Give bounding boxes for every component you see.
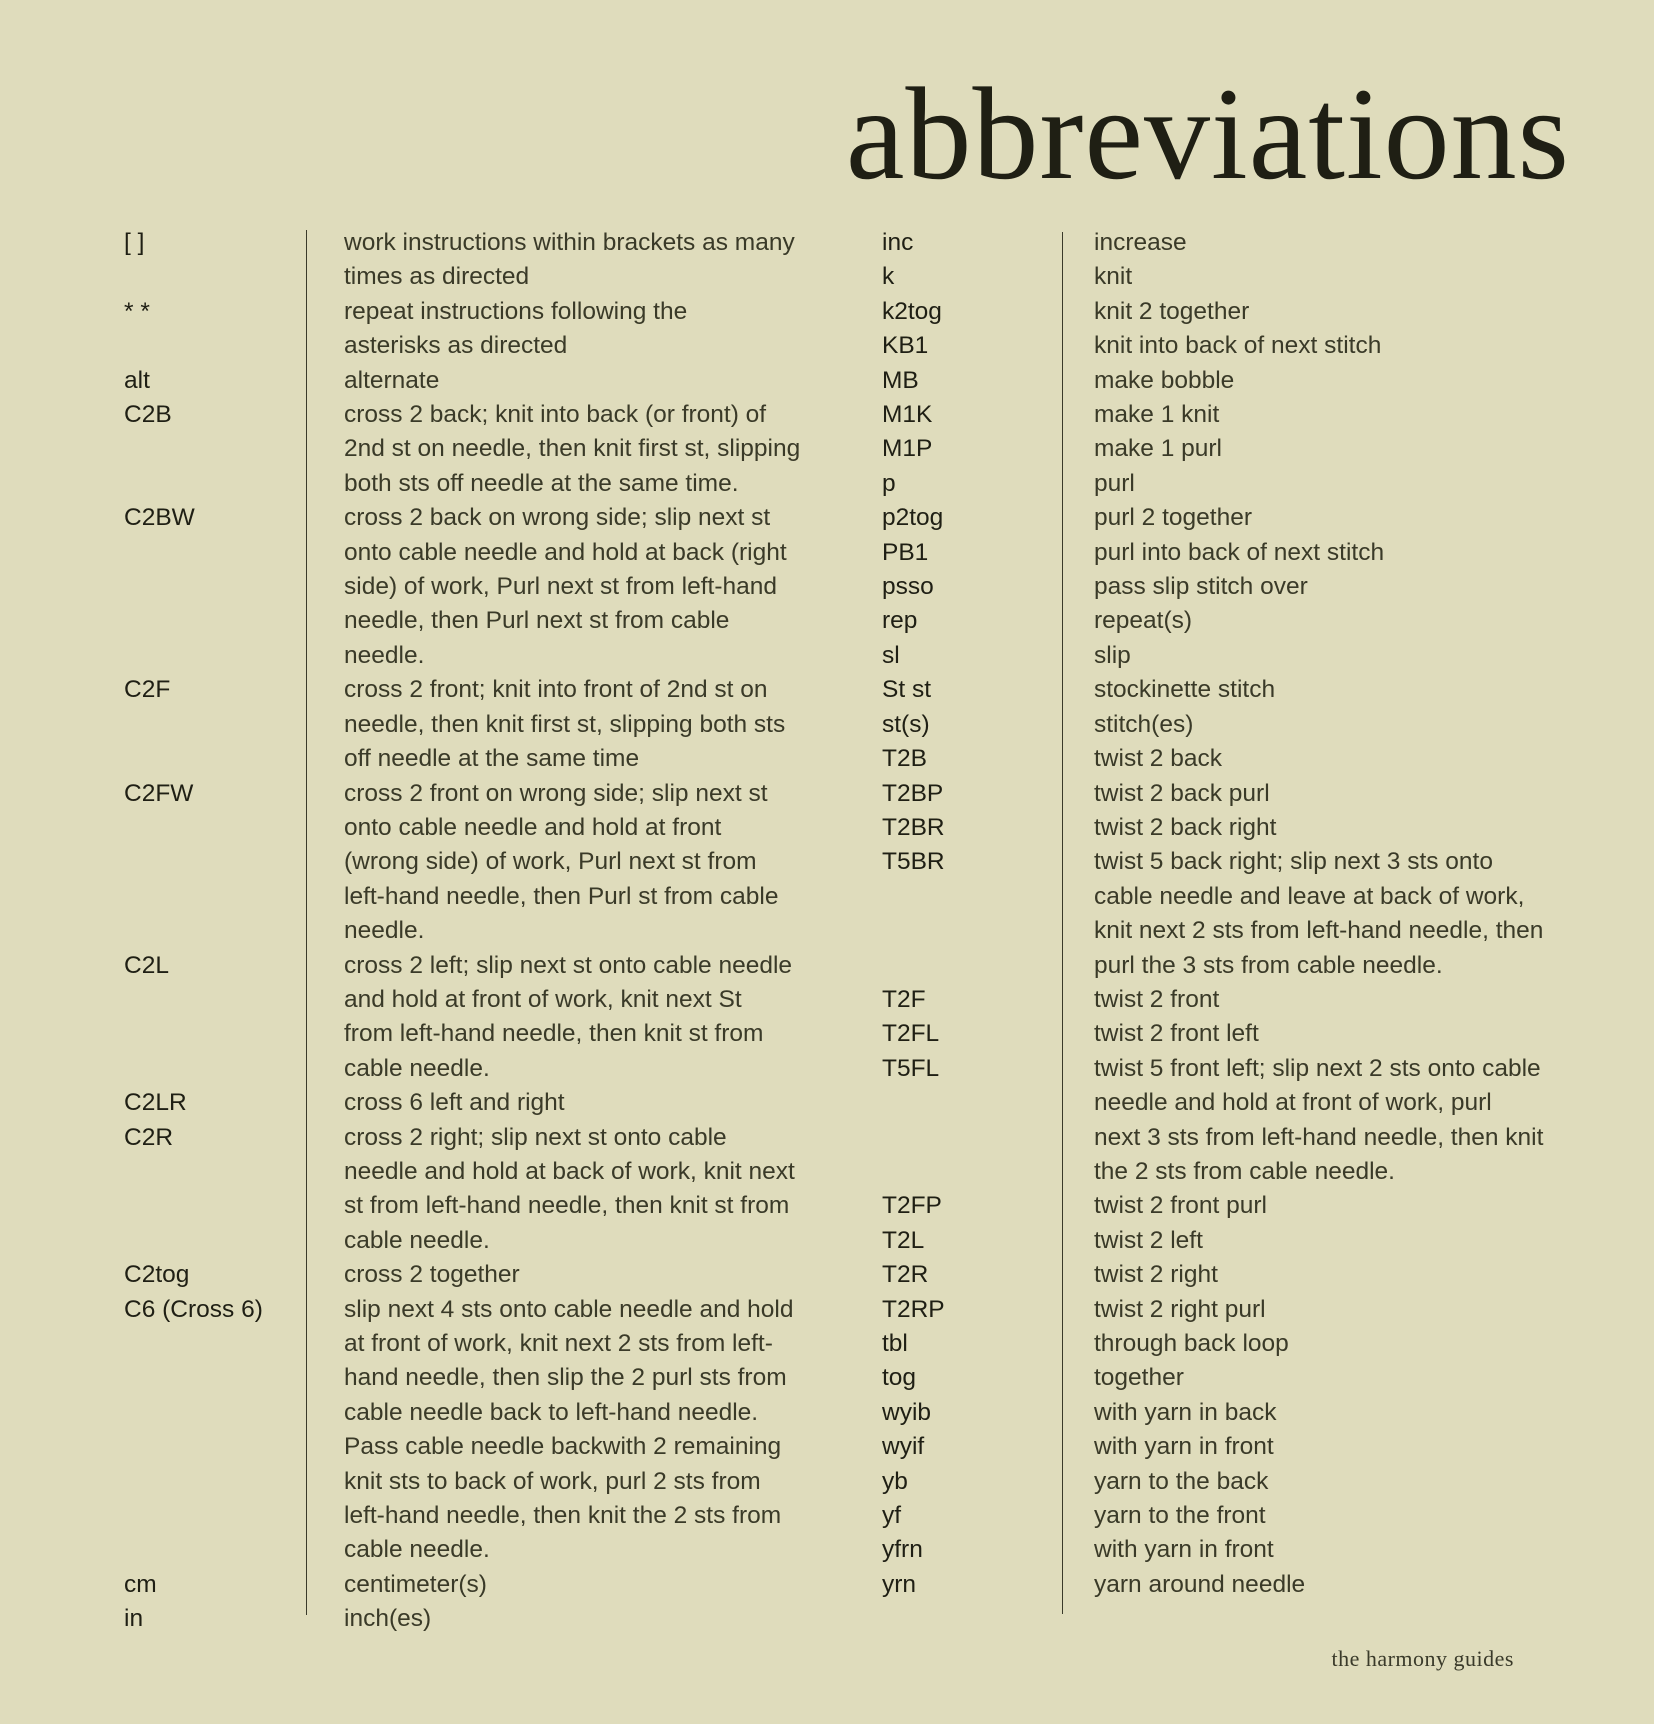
abbreviation-term: C2L bbox=[124, 951, 169, 979]
abbreviation-definition bbox=[1094, 742, 1582, 776]
abbreviation-entry bbox=[882, 1465, 1582, 1499]
abbreviation-term: yb bbox=[882, 1467, 908, 1495]
abbreviation-term: T2BR bbox=[882, 813, 945, 841]
abbreviation-definition bbox=[1094, 1017, 1582, 1051]
abbreviation-definition bbox=[344, 295, 824, 364]
abbreviation-entry bbox=[882, 811, 1582, 845]
abbreviation-entry bbox=[124, 1293, 824, 1568]
definition-line: twist 2 left bbox=[1094, 1226, 1203, 1254]
abbreviation-term: yf bbox=[882, 1502, 902, 1530]
abbreviation-entry bbox=[882, 708, 1582, 742]
abbreviation-term: M1K bbox=[882, 401, 933, 429]
abbreviation-definition bbox=[1094, 811, 1582, 845]
abbreviation-entry bbox=[882, 1017, 1582, 1051]
abbreviation-term: wyif bbox=[882, 1433, 925, 1461]
abbreviation-term: C2BW bbox=[124, 504, 195, 532]
definition-line: cable needle. bbox=[344, 1054, 490, 1082]
abbreviation-entry bbox=[882, 501, 1582, 535]
abbreviation-definition bbox=[1094, 1224, 1582, 1258]
column-divider-right bbox=[1062, 232, 1063, 1614]
definition-line: twist 2 front bbox=[1094, 985, 1220, 1013]
abbreviation-definition bbox=[1094, 1189, 1582, 1223]
definition-line: needle. bbox=[344, 641, 425, 669]
abbreviation-definition bbox=[344, 1258, 824, 1292]
abbreviation-definition bbox=[1094, 329, 1582, 363]
definition-line: cable needle. bbox=[344, 1536, 490, 1564]
definition-line: knit sts to back of work, purl 2 sts from bbox=[344, 1467, 761, 1495]
abbreviation-term: C2R bbox=[124, 1123, 174, 1151]
abbreviation-term: inc bbox=[882, 229, 914, 256]
definition-line: purl 2 together bbox=[1094, 504, 1252, 532]
abbreviation-entry bbox=[882, 983, 1582, 1017]
definition-line: twist 5 back right; slip next 3 sts onto bbox=[1094, 848, 1493, 876]
abbreviation-definition bbox=[1094, 364, 1582, 398]
abbreviation-term: psso bbox=[882, 573, 934, 601]
definition-line: at front of work, knit next 2 sts from left- bbox=[344, 1330, 773, 1357]
definition-line: make 1 purl bbox=[1094, 435, 1223, 463]
abbreviation-term: T2FL bbox=[882, 1020, 940, 1048]
abbreviation-entry bbox=[882, 742, 1582, 776]
definition-line: from left-hand needle, then knit st from bbox=[344, 1020, 764, 1048]
abbreviation-definition bbox=[1094, 1327, 1582, 1361]
definition-line: cross 6 left and right bbox=[344, 1089, 565, 1117]
definition-line: left-hand needle, then knit the 2 sts from bbox=[344, 1502, 782, 1530]
abbreviation-term: wyib bbox=[882, 1398, 932, 1426]
abbreviation-definition bbox=[1094, 432, 1582, 466]
definition-line: Pass cable needle backwith 2 remaining bbox=[344, 1433, 782, 1461]
abbreviation-entry bbox=[124, 777, 824, 949]
abbreviation-entry bbox=[882, 1430, 1582, 1464]
definition-line: stitch(es) bbox=[1094, 710, 1194, 738]
definition-line: twist 2 back bbox=[1094, 745, 1222, 773]
abbreviation-term: T2B bbox=[882, 745, 927, 773]
definition-line: knit into back of next stitch bbox=[1094, 332, 1382, 360]
abbreviation-entry bbox=[882, 1327, 1582, 1361]
definition-line: and hold at front of work, knit next St bbox=[344, 985, 742, 1013]
definition-line: cross 2 front on wrong side; slip next st bbox=[344, 779, 768, 807]
definition-line: with yarn in front bbox=[1094, 1433, 1274, 1461]
abbreviation-term: T2F bbox=[882, 985, 926, 1013]
abbreviation-definition bbox=[1094, 1361, 1582, 1395]
definition-line: repeat instructions following the bbox=[344, 297, 688, 325]
abbreviation-definition bbox=[1094, 1465, 1582, 1499]
page-title: abbreviations bbox=[845, 60, 1570, 207]
abbreviation-term: p bbox=[882, 469, 896, 497]
definition-line: pass slip stitch over bbox=[1094, 573, 1308, 601]
abbreviation-entry bbox=[882, 570, 1582, 604]
abbreviation-definition bbox=[1094, 226, 1582, 260]
abbreviation-term: T2RP bbox=[882, 1295, 945, 1323]
definition-line: onto cable needle and hold at back (right bbox=[344, 538, 787, 566]
abbreviation-entry bbox=[882, 1224, 1582, 1258]
abbreviation-definition bbox=[1094, 639, 1582, 673]
definition-line: cross 2 together bbox=[344, 1261, 520, 1289]
abbreviation-definition bbox=[1094, 1396, 1582, 1430]
abbreviation-definition bbox=[344, 364, 824, 398]
definition-line: with yarn in back bbox=[1094, 1398, 1277, 1426]
abbreviation-definition bbox=[344, 501, 824, 673]
abbreviation-definition bbox=[1094, 1293, 1582, 1327]
abbreviation-entry bbox=[882, 260, 1582, 294]
definition-line: 2nd st on needle, then knit first st, slipping bbox=[344, 435, 801, 463]
definition-line: twist 2 back right bbox=[1094, 813, 1277, 841]
definition-line: yarn to the front bbox=[1094, 1502, 1266, 1530]
definition-line: yarn to the back bbox=[1094, 1467, 1269, 1495]
definition-line: needle, then Purl next st from cable bbox=[344, 607, 730, 635]
definition-line: side) of work, Purl next st from left-hand bbox=[344, 573, 777, 601]
abbreviation-definition bbox=[1094, 398, 1582, 432]
definition-line: twist 2 front left bbox=[1094, 1020, 1259, 1048]
abbreviation-term: k bbox=[882, 263, 895, 291]
definition-line: twist 2 right purl bbox=[1094, 1295, 1266, 1323]
definition-line: needle and hold at front of work, purl bbox=[1094, 1089, 1492, 1117]
abbreviation-entry bbox=[124, 949, 824, 1087]
abbreviation-definition bbox=[344, 1568, 824, 1602]
abbreviation-term: sl bbox=[882, 641, 900, 669]
abbreviation-entry bbox=[882, 1293, 1582, 1327]
abbreviation-term: alt bbox=[124, 366, 150, 394]
abbreviation-definition bbox=[1094, 1533, 1582, 1567]
abbreviation-entry bbox=[882, 329, 1582, 363]
abbreviation-entry bbox=[882, 604, 1582, 638]
definition-line: work instructions within brackets as many bbox=[344, 229, 795, 256]
definition-line: make bobble bbox=[1094, 366, 1235, 394]
abbreviation-definition bbox=[1094, 708, 1582, 742]
abbreviation-entry bbox=[882, 845, 1582, 983]
abbreviation-entry bbox=[882, 1189, 1582, 1223]
abbreviation-entry bbox=[882, 226, 1582, 260]
definition-line: slip next 4 sts onto cable needle and hold bbox=[344, 1295, 794, 1323]
abbreviation-entry bbox=[882, 1052, 1582, 1190]
abbreviation-term: PB1 bbox=[882, 538, 929, 566]
definition-line: off needle at the same time bbox=[344, 745, 640, 773]
abbreviation-entry bbox=[124, 673, 824, 776]
abbreviation-entry bbox=[124, 398, 824, 501]
abbreviation-term: T2BP bbox=[882, 779, 944, 807]
abbreviation-term: T2R bbox=[882, 1261, 929, 1289]
abbreviation-entry bbox=[882, 777, 1582, 811]
abbreviation-entry bbox=[124, 295, 824, 364]
abbreviation-definition bbox=[1094, 295, 1582, 329]
abbreviation-term: T5BR bbox=[882, 848, 945, 876]
abbreviation-term: C2LR bbox=[124, 1089, 187, 1117]
abbreviation-term: T5FL bbox=[882, 1054, 940, 1082]
definition-line: slip bbox=[1094, 641, 1131, 669]
definition-line: left-hand needle, then Purl st from cable bbox=[344, 882, 779, 910]
definition-line: asterisks as directed bbox=[344, 332, 568, 360]
abbreviation-definition bbox=[344, 1602, 824, 1636]
definition-line: purl into back of next stitch bbox=[1094, 538, 1385, 566]
abbreviation-definition bbox=[1094, 536, 1582, 570]
definition-line: (wrong side) of work, Purl next st from bbox=[344, 848, 757, 876]
abbreviation-entry bbox=[882, 1258, 1582, 1292]
definition-line: cross 2 back on wrong side; slip next st bbox=[344, 504, 771, 532]
abbreviation-definition bbox=[1094, 1052, 1582, 1190]
abbreviation-term: C2B bbox=[124, 401, 172, 429]
abbreviation-term: * * bbox=[124, 297, 150, 325]
definition-line: times as directed bbox=[344, 263, 530, 291]
abbreviation-term: C2FW bbox=[124, 779, 194, 807]
abbreviation-term: M1P bbox=[882, 435, 933, 463]
definition-line: purl bbox=[1094, 469, 1135, 497]
abbreviation-term: yrn bbox=[882, 1570, 917, 1598]
abbreviation-definition bbox=[1094, 570, 1582, 604]
abbreviation-definition bbox=[1094, 673, 1582, 707]
abbreviation-definition bbox=[1094, 260, 1582, 294]
definition-line: twist 5 front left; slip next 2 sts onto cable bbox=[1094, 1054, 1541, 1082]
abbreviation-term: C2tog bbox=[124, 1261, 190, 1289]
definition-line: through back loop bbox=[1094, 1330, 1289, 1357]
abbreviation-term: in bbox=[124, 1605, 144, 1633]
definition-line: both sts off needle at the same time. bbox=[344, 469, 739, 497]
footer-brand: the harmony guides bbox=[1331, 1646, 1514, 1671]
abbreviation-definition bbox=[1094, 777, 1582, 811]
abbreviation-entry bbox=[882, 536, 1582, 570]
abbreviation-term: cm bbox=[124, 1570, 157, 1598]
column-divider-left bbox=[306, 230, 307, 1615]
definition-line: twist 2 back purl bbox=[1094, 779, 1270, 807]
abbreviation-entry bbox=[882, 1568, 1582, 1602]
abbreviations-list-left bbox=[124, 226, 824, 1637]
abbreviation-definition bbox=[1094, 501, 1582, 535]
definition-line: cross 2 front; knit into front of 2nd st on bbox=[344, 676, 768, 704]
abbreviation-term: St st bbox=[882, 676, 932, 704]
abbreviation-entry bbox=[124, 1568, 824, 1602]
abbreviation-term: k2tog bbox=[882, 297, 942, 325]
abbreviation-definition bbox=[344, 226, 824, 295]
definition-line: knit 2 together bbox=[1094, 297, 1250, 325]
abbreviation-definition bbox=[344, 398, 824, 501]
abbreviation-term: KB1 bbox=[882, 332, 929, 360]
definition-line: the 2 sts from cable needle. bbox=[1094, 1157, 1395, 1185]
definition-line: knit bbox=[1094, 263, 1133, 291]
abbreviation-term: p2tog bbox=[882, 504, 944, 532]
abbreviation-entry bbox=[124, 364, 824, 398]
abbreviation-term: st(s) bbox=[882, 710, 930, 738]
abbreviation-term: T2FP bbox=[882, 1192, 942, 1220]
definition-line: purl the 3 sts from cable needle. bbox=[1094, 951, 1443, 979]
abbreviation-entry bbox=[882, 639, 1582, 673]
definition-line: stockinette stitch bbox=[1094, 676, 1276, 704]
definition-line: centimeter(s) bbox=[344, 1570, 487, 1598]
abbreviation-definition bbox=[1094, 1430, 1582, 1464]
definition-line: cable needle back to left-hand needle. bbox=[344, 1398, 759, 1426]
definition-line: cross 2 left; slip next st onto cable needle bbox=[344, 951, 793, 979]
definition-line: hand needle, then slip the 2 purl sts from bbox=[344, 1364, 787, 1392]
abbreviation-entry bbox=[882, 1361, 1582, 1395]
abbreviation-term: [ ] bbox=[124, 229, 145, 256]
abbreviation-definition bbox=[344, 1293, 824, 1568]
definition-line: twist 2 front purl bbox=[1094, 1192, 1267, 1220]
definition-line: st from left-hand needle, then knit st from bbox=[344, 1192, 790, 1220]
abbreviation-entry bbox=[882, 467, 1582, 501]
abbreviation-definition bbox=[1094, 604, 1582, 638]
abbreviation-term: T2L bbox=[882, 1226, 925, 1254]
abbreviation-definition bbox=[344, 949, 824, 1087]
abbreviation-entry bbox=[124, 501, 824, 673]
abbreviation-definition bbox=[1094, 1499, 1582, 1533]
definition-line: cross 2 back; knit into back (or front) of bbox=[344, 401, 767, 429]
definition-line: cable needle. bbox=[344, 1226, 490, 1254]
abbreviation-definition bbox=[344, 777, 824, 949]
abbreviation-definition bbox=[344, 1086, 824, 1120]
definition-line: with yarn in front bbox=[1094, 1536, 1274, 1564]
definition-line: increase bbox=[1094, 229, 1187, 256]
abbreviation-entry bbox=[124, 1086, 824, 1120]
definition-line: onto cable needle and hold at front bbox=[344, 813, 722, 841]
abbreviation-term: tbl bbox=[882, 1330, 908, 1357]
abbreviation-definition bbox=[1094, 1568, 1582, 1602]
definition-line: cable needle and leave at back of work, bbox=[1094, 882, 1525, 910]
abbreviation-entry bbox=[882, 432, 1582, 466]
abbreviation-term: tog bbox=[882, 1364, 917, 1392]
definition-line: together bbox=[1094, 1364, 1184, 1392]
abbreviation-definition bbox=[1094, 467, 1582, 501]
abbreviation-entry bbox=[882, 673, 1582, 707]
definition-line: twist 2 right bbox=[1094, 1261, 1218, 1289]
definition-line: needle and hold at back of work, knit next bbox=[344, 1157, 795, 1185]
definition-line: next 3 sts from left-hand needle, then knit bbox=[1094, 1123, 1544, 1151]
abbreviation-entry bbox=[882, 1396, 1582, 1430]
abbreviation-entry bbox=[882, 398, 1582, 432]
definition-line: yarn around needle bbox=[1094, 1570, 1306, 1598]
definition-line: repeat(s) bbox=[1094, 607, 1193, 635]
definition-line: needle. bbox=[344, 917, 425, 945]
abbreviation-entry bbox=[124, 1602, 824, 1636]
definition-line: cross 2 right; slip next st onto cable bbox=[344, 1123, 727, 1151]
abbreviation-entry bbox=[124, 226, 824, 295]
definition-line: needle, then knit first st, slipping both sts bbox=[344, 710, 786, 738]
abbreviation-definition bbox=[1094, 1258, 1582, 1292]
definition-line: knit next 2 sts from left-hand needle, then bbox=[1094, 917, 1544, 945]
abbreviation-term: C6 (Cross 6) bbox=[124, 1295, 263, 1323]
abbreviation-definition bbox=[344, 673, 824, 776]
abbreviation-term: yfrn bbox=[882, 1536, 923, 1564]
abbreviation-definition bbox=[1094, 845, 1582, 983]
definition-line: inch(es) bbox=[344, 1605, 432, 1633]
abbreviation-entry bbox=[882, 1533, 1582, 1567]
definition-line: make 1 knit bbox=[1094, 401, 1220, 429]
abbreviations-list-right bbox=[882, 226, 1582, 1602]
abbreviation-entry bbox=[882, 295, 1582, 329]
definition-line: alternate bbox=[344, 366, 440, 394]
abbreviation-entry bbox=[124, 1258, 824, 1292]
abbreviation-entry bbox=[124, 1121, 824, 1259]
abbreviation-entry bbox=[882, 364, 1582, 398]
abbreviation-term: C2F bbox=[124, 676, 171, 704]
abbreviation-entry bbox=[882, 1499, 1582, 1533]
abbreviation-definition bbox=[1094, 983, 1582, 1017]
abbreviation-term: MB bbox=[882, 366, 919, 394]
abbreviation-definition bbox=[344, 1121, 824, 1259]
abbreviation-term: rep bbox=[882, 607, 918, 635]
